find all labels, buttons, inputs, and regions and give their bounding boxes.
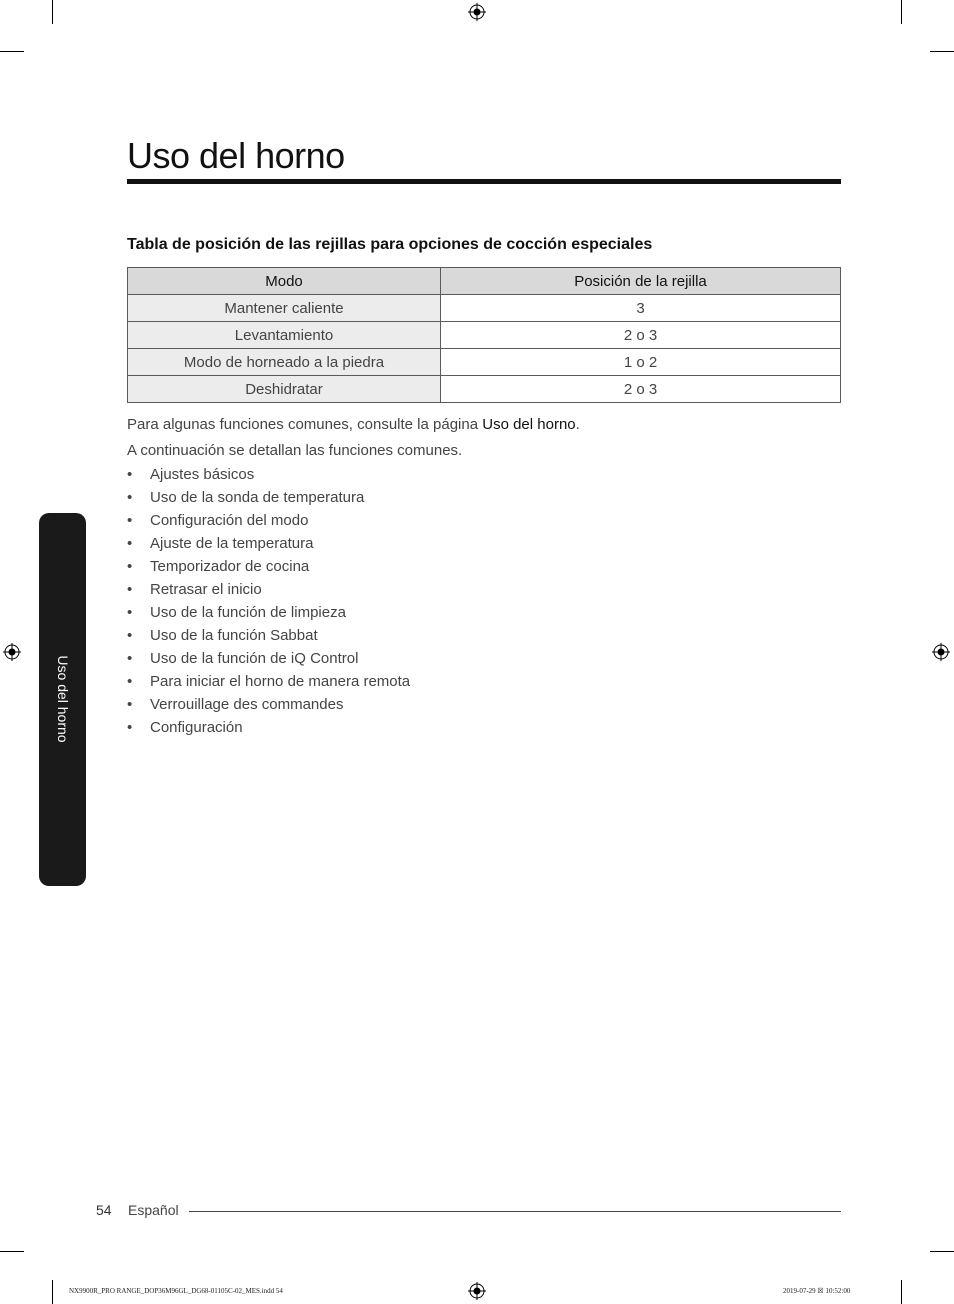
registration-mark-icon xyxy=(932,643,950,661)
table-header-row xyxy=(128,268,841,295)
list-item-text: Retrasar el inicio xyxy=(150,581,262,598)
bullet: • xyxy=(127,581,133,598)
bullet: • xyxy=(127,650,133,667)
page-title: Uso del horno xyxy=(127,135,345,176)
bullet: • xyxy=(127,604,133,621)
list-item-text: Para iniciar el horno de manera remota xyxy=(150,673,411,690)
bullet: • xyxy=(127,489,133,506)
rack-position-table xyxy=(127,267,841,403)
list-item-text: Ajuste de la temperatura xyxy=(150,535,314,552)
list-item xyxy=(127,555,410,578)
list-item xyxy=(127,578,410,601)
list-item xyxy=(127,693,410,716)
table-cell-mode: Mantener caliente xyxy=(128,295,441,322)
table-row xyxy=(128,376,841,403)
bullet: • xyxy=(127,673,133,690)
table-row xyxy=(128,322,841,349)
page-number: 54 xyxy=(96,1202,112,1218)
crop-mark xyxy=(901,1280,902,1304)
registration-mark-icon xyxy=(468,1282,486,1300)
crop-mark xyxy=(930,51,954,52)
list-item-text: Configuración xyxy=(150,719,243,736)
page-reference-link[interactable]: Uso del horno xyxy=(482,416,576,433)
intro-suffix: . xyxy=(575,416,580,433)
column-header-position: Posición de la rejilla xyxy=(441,268,841,295)
bullet: • xyxy=(127,512,133,529)
print-timestamp: 2019-07-29 ☒ 10:52:00 xyxy=(783,1287,851,1295)
table-cell-position: 1 o 2 xyxy=(441,349,841,376)
list-item xyxy=(127,670,410,693)
list-item xyxy=(127,463,410,486)
crop-mark xyxy=(52,1280,53,1304)
list-item xyxy=(127,532,410,555)
table-row xyxy=(128,295,841,322)
list-item-text: Temporizador de cocina xyxy=(150,558,310,575)
list-item-text: Uso de la función de iQ Control xyxy=(150,650,359,667)
footer-rule xyxy=(189,1211,841,1212)
functions-list xyxy=(127,463,410,739)
crop-mark xyxy=(52,0,53,24)
bullet: • xyxy=(127,696,133,713)
crop-mark xyxy=(930,1251,954,1252)
title-rule xyxy=(127,179,841,184)
list-item xyxy=(127,509,410,532)
table-cell-mode: Deshidratar xyxy=(128,376,441,403)
bullet: • xyxy=(127,558,133,575)
crop-mark xyxy=(901,0,902,24)
table-row xyxy=(128,349,841,376)
list-item-text: Verrouillage des commandes xyxy=(150,696,344,713)
table-cell-position: 2 o 3 xyxy=(441,376,841,403)
list-item-text: Uso de la función de limpieza xyxy=(150,604,346,621)
list-item xyxy=(127,716,410,739)
page-language: Español xyxy=(128,1202,179,1218)
bullet: • xyxy=(127,627,133,644)
list-item xyxy=(127,624,410,647)
crop-mark xyxy=(0,51,24,52)
bullet: • xyxy=(127,466,133,483)
list-item xyxy=(127,601,410,624)
crop-mark xyxy=(0,1251,24,1252)
side-chapter-tab xyxy=(39,513,86,886)
registration-mark-icon xyxy=(468,3,486,21)
intro-paragraph xyxy=(127,416,580,433)
intro-prefix: Para algunas funciones comunes, consulte la página xyxy=(127,416,483,433)
table-cell-mode: Levantamiento xyxy=(128,322,441,349)
list-item xyxy=(127,647,410,670)
list-item-text: Uso de la sonda de temperatura xyxy=(150,489,365,506)
bullet: • xyxy=(127,719,133,736)
list-intro: A continuación se detallan las funciones comunes. xyxy=(127,442,463,459)
file-slug: NX9900R_PRO RANGE_DOP36M96GL_DG68-01105C-02_MES.indd 54 xyxy=(69,1287,283,1295)
table-cell-position: 3 xyxy=(441,295,841,322)
bullet: • xyxy=(127,535,133,552)
section-title: Tabla de posición de las rejillas para opciones de cocción especiales xyxy=(127,236,653,253)
list-item-text: Ajustes básicos xyxy=(150,466,255,483)
table-cell-position: 2 o 3 xyxy=(441,322,841,349)
list-item-text: Configuración del modo xyxy=(150,512,309,529)
table-cell-mode: Modo de horneado a la piedra xyxy=(128,349,441,376)
side-tab-label: Uso del horno xyxy=(54,655,71,743)
registration-mark-icon xyxy=(3,643,21,661)
column-header-mode: Modo xyxy=(128,268,441,295)
list-item-text: Uso de la función Sabbat xyxy=(150,627,318,644)
list-item xyxy=(127,486,410,509)
